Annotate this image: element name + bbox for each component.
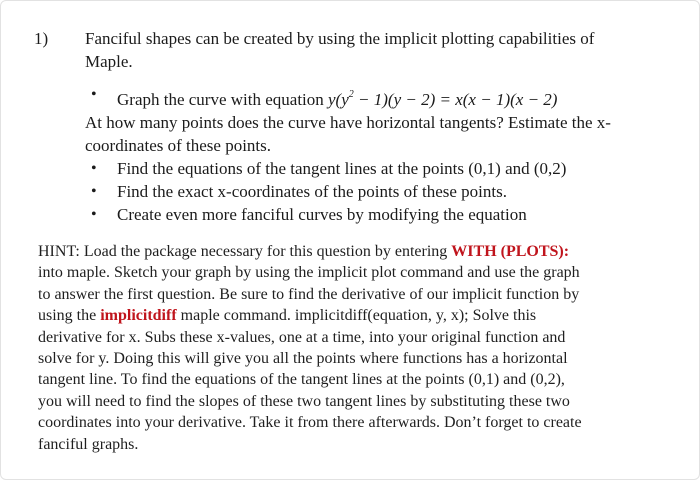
bullet-icon: • — [91, 183, 97, 200]
question-line-2: coordinates of these points. — [85, 136, 272, 155]
hint-line-1 — [38, 241, 658, 262]
hint-command-implicitdiff: implicitdiff — [100, 307, 177, 325]
bullet-icon: • — [91, 206, 97, 223]
bullet-icon: • — [91, 86, 97, 103]
curve-equation — [328, 90, 557, 109]
graph-bullet-prefix: Graph the curve with equation — [117, 90, 329, 109]
hint-line-2: into maple. Sketch your graph by using the implicit plot command and use the graph — [38, 264, 580, 282]
graph-bullet — [85, 83, 645, 111]
hint-line-10: fanciful graphs. — [38, 435, 139, 453]
intro-line-1: Fanciful shapes can be created by using the implicit plotting capabilities of — [85, 29, 595, 48]
hint-line-5: derivative for x. Subs these x-values, one at a time, into your original function and — [38, 328, 566, 346]
bullet-item — [85, 157, 645, 180]
bullet-icon: • — [91, 160, 97, 177]
hint-text: HINT: Load the package necessary for this question by entering — [38, 243, 452, 260]
equation-part-a: y(y — [328, 90, 349, 109]
hint-text: using the — [38, 307, 101, 325]
hint-command-with-plots: WITH (PLOTS): — [451, 243, 570, 260]
hint-line-8: you will need to find the slopes of these two tangent lines by substituting these two — [38, 392, 570, 410]
equation-exponent: 2 — [348, 89, 354, 100]
bullet-item — [85, 180, 645, 203]
question-line-1: At how many points does the curve have horizontal tangents? Estimate the x- — [85, 113, 611, 132]
bullet-text: Find the exact x-coordinates of the points of these points. — [117, 182, 507, 201]
intro-line-2: Maple. — [85, 52, 133, 71]
bullet-item — [85, 203, 645, 226]
hint-text: maple command. implicitdiff(equation, y, x); Solve this — [176, 307, 537, 325]
bullet-text: Create even more fanciful curves by modifying the equation — [117, 205, 527, 224]
hint-paragraph — [38, 241, 658, 455]
hint-line-3: to answer the first question. Be sure to find the derivative of our implicit function by — [38, 285, 580, 303]
question-body — [85, 27, 645, 226]
hint-line-4 — [38, 305, 658, 326]
bullet-text: Find the equations of the tangent lines at the points (0,1) and (0,2) — [117, 159, 567, 178]
question-number: 1) — [34, 29, 49, 48]
hint-line-9: coordinates into your derivative. Take it from there afterwards. Don’t forget to create — [38, 414, 582, 432]
hint-line-6: solve for y. Doing this will give you all the points where functions has a horizontal — [38, 350, 568, 368]
hint-line-7: tangent line. To find the equations of the tangent lines at the points (0,1) and (0,2), — [38, 371, 565, 389]
equation-part-b: − 1)(y − 2) = x(x − 1)(x − 2) — [353, 90, 558, 109]
